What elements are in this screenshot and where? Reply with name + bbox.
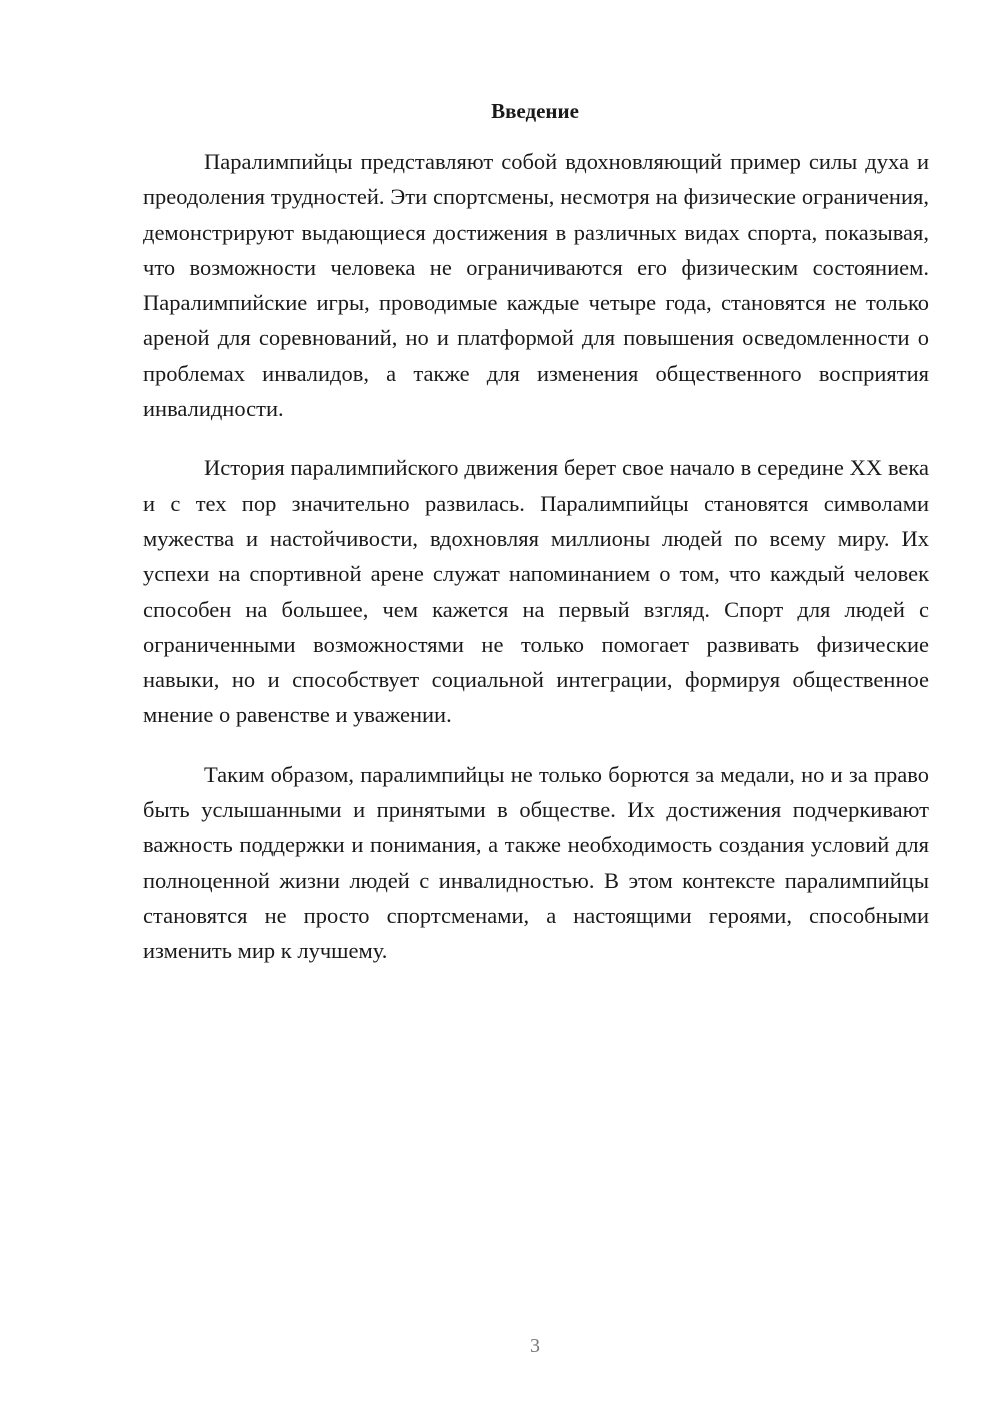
paragraph-1: Паралимпийцы представляют собой вдохновляющий пример силы духа и преодоления трудностей. Эти спортсмены, несмотря на физические ограничения, демонстрируют выдающиеся достижения в различных видах спорта, показывая, что возможности человека не ограничиваются его физическим состоянием. Паралимпийские игры, проводимые каждые четыре года, становятся не только ареной для соревнований, но и платформой для повышения осведомленности о проблемах инвалидов, а также для изменения общественного восприятия инвалидности. — [143, 149, 929, 422]
paragraph-2: История паралимпийского движения берет свое начало в середине XX века и с тех пор значительно развилась. Паралимпийцы становятся символами мужества и настойчивости, вдохновляя миллионы людей по всему миру. Их успехи на спортивной арене служат напоминанием о том, что каждый человек способен на большее, чем кажется на первый взгляд. Спорт для людей с ограниченными возможностями не только помогает развивать физические навыки, но и способствует социальной интеграции, формируя общественное мнение о равенстве и уважении. — [143, 455, 929, 728]
section-title: Введение — [491, 99, 579, 123]
paragraph-3: Таким образом, паралимпийцы не только борются за медали, но и за право быть услышанными и принятыми в обществе. Их достижения подчеркивают важность поддержки и понимания, а также необходимость создания условий для полноценной жизни людей с инвалидностью. В этом контексте паралимпийцы становятся не просто спортсменами, а настоящими героями, способными изменить мир к лучшему. — [143, 761, 929, 964]
page-number: 3 — [530, 1335, 540, 1357]
text-body — [143, 144, 929, 969]
